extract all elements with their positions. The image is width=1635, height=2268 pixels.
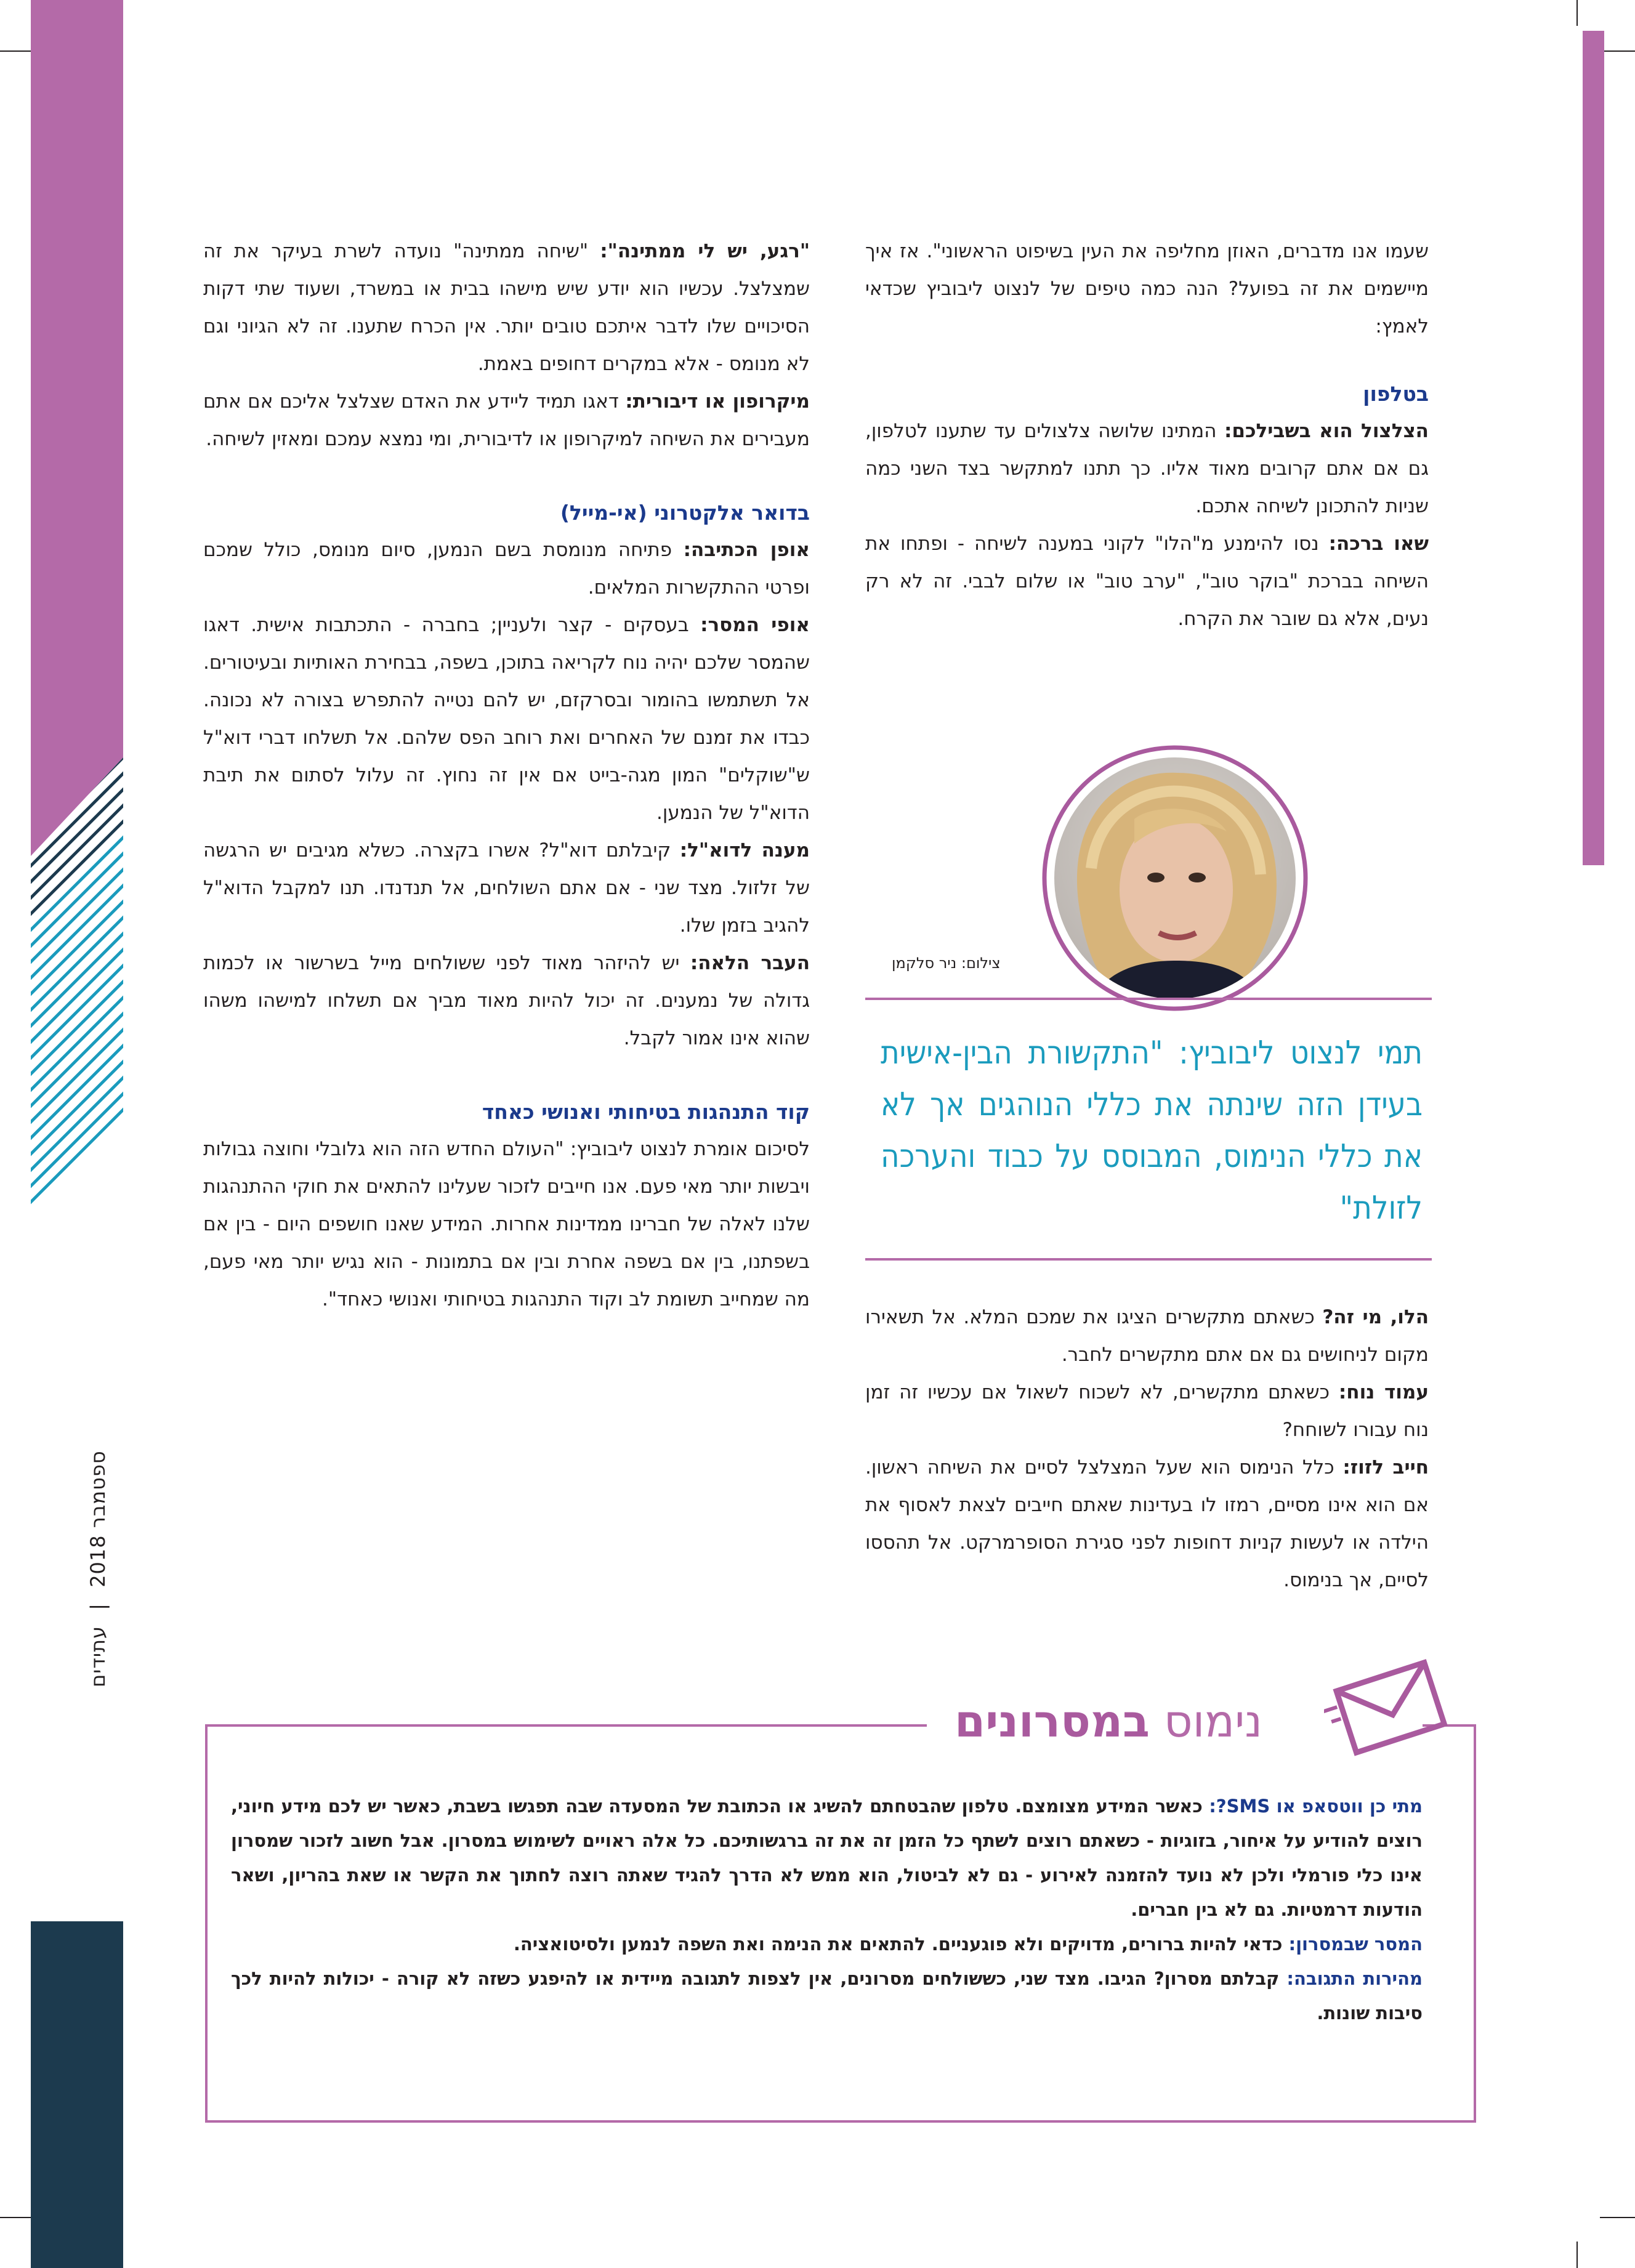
tip-text: כלל הנימוס הוא שעל המצלצל לסיים את השיחה ראשון. אם הוא אינו מסיים, רמזו לו בעדינות שאתם חייבים לצאת לאסוף את הילדה או לעשות קניות דחופות לפני סגירת הסופרמרקט. אל תהססו לסיים, אך בנימוס.: [865, 1456, 1429, 1591]
sidebar-date: ספטמבר 2018: [86, 1450, 110, 1588]
phone-tip-waiting: [203, 233, 810, 383]
phone-tip-3: [865, 1299, 1429, 1374]
left-decor-bar: [0, 0, 123, 2268]
tip-text: כאשר המידע מצומצם. טלפון שהבטחתם להשיג או הכתובת של המסעדה שבה תפגשו בשבת, כאשר יש לכם מידע חיוני, רוצים להודיע על איחור, בזוגיות - כשאתם רוצים לשתף כל הזמן זה את זה ברגשותיכם. כל אלה ראויים לשימוש במסרון. אבל חשוב לזכור שמסרון אינו כלי פורמלי ולכן לא נועד להזמנה לאירוע - גם לא לביטול, הוא ממש לא הדרך להגיד שאתה רוצה לחתוך את הקשר או שאת בהריון, ושאר הודעות דרמטיות. גם לא בין חברים.: [231, 1796, 1423, 1920]
tip-text: דאגו תמיד ליידע את האדם שצלצל אליכם אם אתם מעבירים את השיחה למיקרופון או לדיבורית, ומי נמצא עמכם ומאזין לשיחה.: [203, 390, 810, 450]
envelope-icon: [1324, 1657, 1459, 1761]
crop-mark: [1600, 2217, 1635, 2218]
tip-text: כשאתם מתקשרים, לא לשכוח לשאול אם עכשיו זה זמן נוח עבורו לשוחח?: [865, 1381, 1429, 1441]
tip-label: עמוד נוח:: [1338, 1381, 1429, 1403]
crop-mark: [1600, 50, 1635, 52]
phone-tip-4: [865, 1374, 1429, 1449]
pull-quote: תמי לנצוט ליבוביץ: "התקשורת הבין-אישית בעידן הזה שינתה את כללי הנוהגים אך לא את כללי הנימוס, המבוסס על כבוד והערכה לזולת": [881, 1035, 1423, 1227]
title-part1: נימוס: [1163, 1695, 1263, 1747]
email-tip-1: [203, 531, 810, 607]
phone-heading: בטלפון: [1363, 382, 1429, 406]
phone-tip-1: [865, 413, 1429, 525]
email-tip-4: [203, 945, 810, 1057]
tip-label: חייב לזוז:: [1342, 1456, 1429, 1479]
tip-label: מתי כן ווטסאפ או SMS?:: [1209, 1796, 1423, 1817]
tip-label: מהירות התגובה:: [1286, 1968, 1423, 1989]
tip-text: קבלתם מסרון? הגיבו. מצד שני, כששולחים מסרונים, אין לצפות לתגובה מיידית או להיפגע כשזה לא קורה - יכולות להיות לכך סיבות שונות.: [231, 1968, 1423, 2024]
intro-paragraph: שעמו אנו מדברים, האוזן מחליפה את העין בשיפוט הראשוני". אז איך מיישמים את זה בפועל? הנה כמה טיפים של לנצוט ליבוביץ שכדאי לאמץ:: [865, 240, 1429, 337]
tip-label: הצלצול הוא בשבילכם:: [1224, 420, 1429, 442]
phone-tip-speaker: [203, 383, 810, 458]
sidebar-publication-info: [86, 1450, 110, 1687]
sms-tip-3: [231, 1961, 1423, 2030]
sms-tip-2: [231, 1927, 1423, 1961]
sidebar-publication: עתידים: [86, 1625, 110, 1687]
closing-paragraph: לסיכום אומרת לנצוט ליבוביץ: "העולם החדש הזה הוא גלובלי וחוצה גבולות ויבשות יותר מאי פעם. אנו חייבים לזכור שעלינו להתאים את חוקי ההתנהגות שלנו לאלה של חברינו ממדינות אחרות. המידע שאנו חושפים היום - בין אם בשפתנו, בין אם בשפה אחרת ובין אם בתמונות - הוא נגיש יותר מאי פעם, מה שמחייב תשומת לב וקוד התנהגות בטיחותי ואנושי כאחד".: [203, 1138, 810, 1310]
crop-mark: [1576, 0, 1578, 26]
quote-bottom-rule: [865, 1258, 1432, 1261]
right-magenta-bar: [1583, 31, 1604, 865]
phone-tip-5: [865, 1449, 1429, 1599]
phone-tip-2: [865, 525, 1429, 638]
tip-text: יש להיזהר מאוד לפני ששולחים מייל בשרשור או לכמות גדולה של נמענים. זה יכול להיות מאוד מביך אם תשלחו למישהו משהו שהוא אינו אמור לקבל.: [203, 952, 810, 1049]
code-heading: קוד התנהגות בטיחותי ואנושי כאחד: [482, 1100, 810, 1124]
tip-text: קיבלתם דוא"ל? אשרו בקצרה. כשלא מגיבים יש הרגשה של זלזול. מצד שני - אם אתם השולחים, אל תנדנדו. תנו למקבל הדוא"ל להגיב בזמן שלו.: [203, 839, 810, 937]
tip-text: בעסקים - קצר ולעניין; בחברה - התכתבות אישית. דאגו שהמסר שלכם יהיה נוח לקריאה בתוכן, בשפה, בבחירת האותיות ובעיטורים. אל תשתמשו בהומור ובסרקזם, יש להם נטייה להתפרש בצורה לא נכונה. כבדו את זמנם של האחרים ואת רוחב הפס שלהם. אל תשלחו דברי דוא"ל ש"שוקלים" המון מגה-בייט אם אין זה נחוץ. זה עלול לסתום את תיבת הדוא"ל של הנמען.: [203, 614, 810, 824]
tip-label: מענה לדוא"ל:: [679, 839, 810, 862]
tip-text: נסו להימנע מ"הלו" לקוני במענה לשיחה - ופתחו את השיחה בברכת "בוקר טוב", "ערב טוב" או שלום לבבי. זה לא רק נעים, אלא גם שובר את הקרח.: [865, 533, 1429, 630]
right-column-bottom: [865, 1299, 1429, 1599]
left-column: [203, 233, 810, 1318]
email-tip-2: [203, 607, 810, 832]
tip-label: המסר שבמסרון:: [1288, 1934, 1423, 1955]
tip-text: המתינו שלושה צלצולים עד שתענו לטלפון, גם אם אתם קרובים מאוד אליו. כך תתנו למתקשר בצד השני כמה שניות להתכונן לשיחה אתכם.: [865, 420, 1429, 517]
photo-credit: צילום: ניר סלקמן: [892, 954, 1001, 972]
magenta-bar: [31, 0, 123, 856]
tip-label: שאו ברכה:: [1328, 533, 1429, 555]
tip-text: כדאי להיות ברורים, מדויקים ולא פוגעניים. להתאים את הנימה ואת השפה לנמען ולסיטואציה.: [513, 1934, 1289, 1955]
tip-label: העבר הלאה:: [690, 952, 810, 974]
navy-block: [31, 1921, 123, 2268]
email-tip-3: [203, 832, 810, 945]
tip-label: מיקרופון או דיבורית:: [625, 390, 810, 413]
tip-text: "שיחה ממתינה" נועדה לשרת בעיקר את זה שמצלצל. עכשיו הוא יודע שיש מישהו בבית או במשרד, ושעוד שתי דקות הסיכויים שלו לדבר איתכם טובים יותר. אין הכרח שתענו. זה לא הגיוני וגם לא מנומס - אלא במקרים דחופים באמת.: [203, 240, 810, 375]
sms-box-title: [911, 1690, 1306, 1752]
tip-label: הלו, מי זה?: [1322, 1306, 1429, 1328]
tip-label: "רגע, יש לי ממתינה":: [600, 240, 810, 262]
title-part2: במסרונים: [954, 1695, 1150, 1747]
portrait-photo: [1042, 745, 1308, 1011]
right-column-top: [865, 233, 1429, 638]
tip-label: אופי המסר:: [700, 614, 810, 636]
sms-box-content: [231, 1789, 1423, 2030]
tip-text: כשאתם מתקשרים הציגו את שמכם המלא. אל תשאירו מקום לניחושים גם אם אתם מתקשרים לחבר.: [865, 1306, 1429, 1366]
quote-top-rule: [865, 998, 1432, 1000]
email-heading: בדואר אלקטרוני (אי-מייל): [560, 501, 810, 525]
sms-tip-1: [231, 1789, 1423, 1927]
tip-text: פתיחה מנומסת בשם הנמען, סיום מנומס, כולל שמכם ופרטי ההתקשרות המלאים.: [203, 539, 810, 599]
sidebar-divider: |: [86, 1602, 110, 1610]
tip-label: אופן הכתיבה:: [683, 539, 810, 561]
crop-mark: [1576, 2242, 1578, 2268]
